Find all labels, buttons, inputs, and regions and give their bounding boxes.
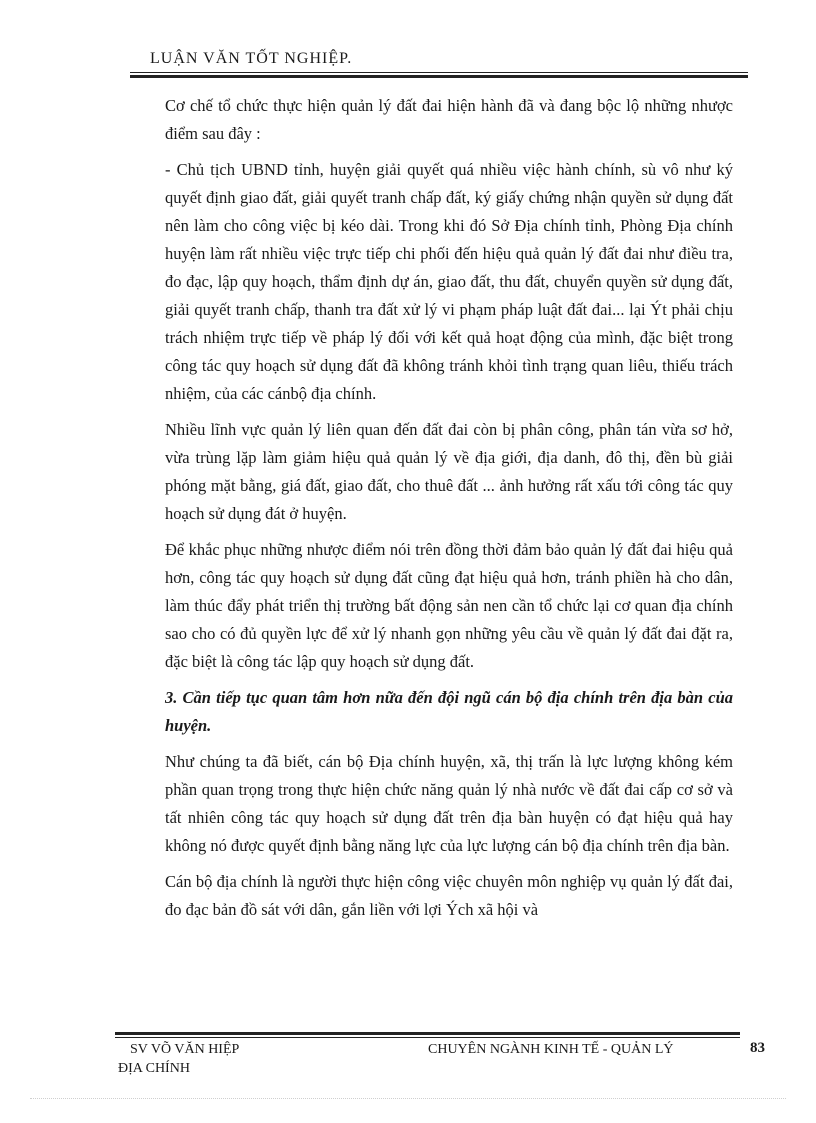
page-edge-dotted-line: [30, 1098, 786, 1099]
paragraph: Cơ chế tổ chức thực hiện quản lý đất đai hiện hành đã và đang bộc lộ những nhược điểm sau đây :: [165, 96, 733, 143]
footer-major: CHUYÊN NGÀNH KINH TẾ - QUẢN LÝ: [428, 1042, 674, 1057]
footer-author-name: SV VÕ VĂN HIỆP: [130, 1042, 240, 1057]
page-body: [165, 92, 733, 932]
footer-author-dept: ĐỊA CHÍNH: [118, 1061, 190, 1076]
footer-double-rule: [115, 1032, 740, 1038]
section-heading: 3. Cần tiếp tục quan tâm hơn nữa đến đội ngũ cán bộ địa chính trên địa bàn của huyện.: [165, 688, 733, 735]
footer-author: [118, 1040, 239, 1078]
page-number: 83: [750, 1040, 765, 1056]
paragraph: Như chúng ta đã biết, cán bộ Địa chính huyện, xã, thị trấn là lực lượng không kém phần quan trọng trong thực hiện chức năng quản lý nhà nước về đất đai cấp cơ sở và tất nhiên công tác quy hoạch sử dụng đất trên địa bàn huyện có đạt hiệu quả hay không nó được quyết định bằng năng lực của lực lượng cán bộ địa chính trên địa bàn.: [165, 752, 733, 855]
running-header-title: LUẬN VĂN TỐT NGHIỆP.: [150, 50, 353, 67]
paragraph: Cán bộ địa chính là người thực hiện công việc chuyên môn nghiệp vụ quản lý đất đai, đo đạc bản đồ sát với dân, gắn liền với lợi Ých xã hội và: [165, 872, 733, 919]
paragraph: Nhiều lĩnh vực quản lý liên quan đến đất đai còn bị phân công, phân tán vừa sơ hở, vừa trùng lặp làm giảm hiệu quả quản lý về địa giới, địa danh, đô thị, đền bù giải phóng mặt bằng, giá đất, giao đất, cho thuê đất ... ảnh hưởng rất xấu tới công tác quy hoạch sử dụng đát ở huyện.: [165, 420, 733, 523]
paragraph: Để khắc phục những nhược điểm nói trên đồng thời đảm bảo quản lý đất đai hiệu quả hơn, công tác quy hoạch sử dụng đất cũng đạt hiệu quả hơn, tránh phiền hà cho dân, làm thúc đẩy phát triển thị trường bất động sản nen cần tổ chức lại cơ quan địa chính sao cho có đủ quyền lực để xử lý nhanh gọn những yêu cầu về quản lý đất đai đặt ra, đặc biệt là công tác lập quy hoạch sử dụng đất.: [165, 540, 733, 671]
header-double-rule: [130, 72, 748, 78]
paragraph: - Chủ tịch UBND tỉnh, huyện giải quyết quá nhiều việc hành chính, sù vô như ký quyết định giao đất, giải quyết tranh chấp đất, ký giấy chứng nhận quyền sử dụng đất nên làm cho công việc bị kéo dài. Trong khi đó Sở Địa chính tỉnh, Phòng Địa chính huyện làm rất nhiều việc trực tiếp chi phối đến hiệu quả quản lý đất đai như điều tra, đo đạc, lập quy hoạch, thẩm định dự án, giao đất, thu đất, chuyển quyền sử dụng đất, giải quyết tranh chấp, thanh tra đất xử lý vi phạm pháp luật đất đai... lại Ýt phải chịu trách nhiệm trực tiếp về pháp lý đối với kết quả hoạt động của mình, đặc biệt trong công tác quy hoạch sử dụng đất đã không tránh khỏi tình trạng quan liêu, thiếu trách nhiệm, của các cánbộ địa chính.: [165, 160, 733, 403]
